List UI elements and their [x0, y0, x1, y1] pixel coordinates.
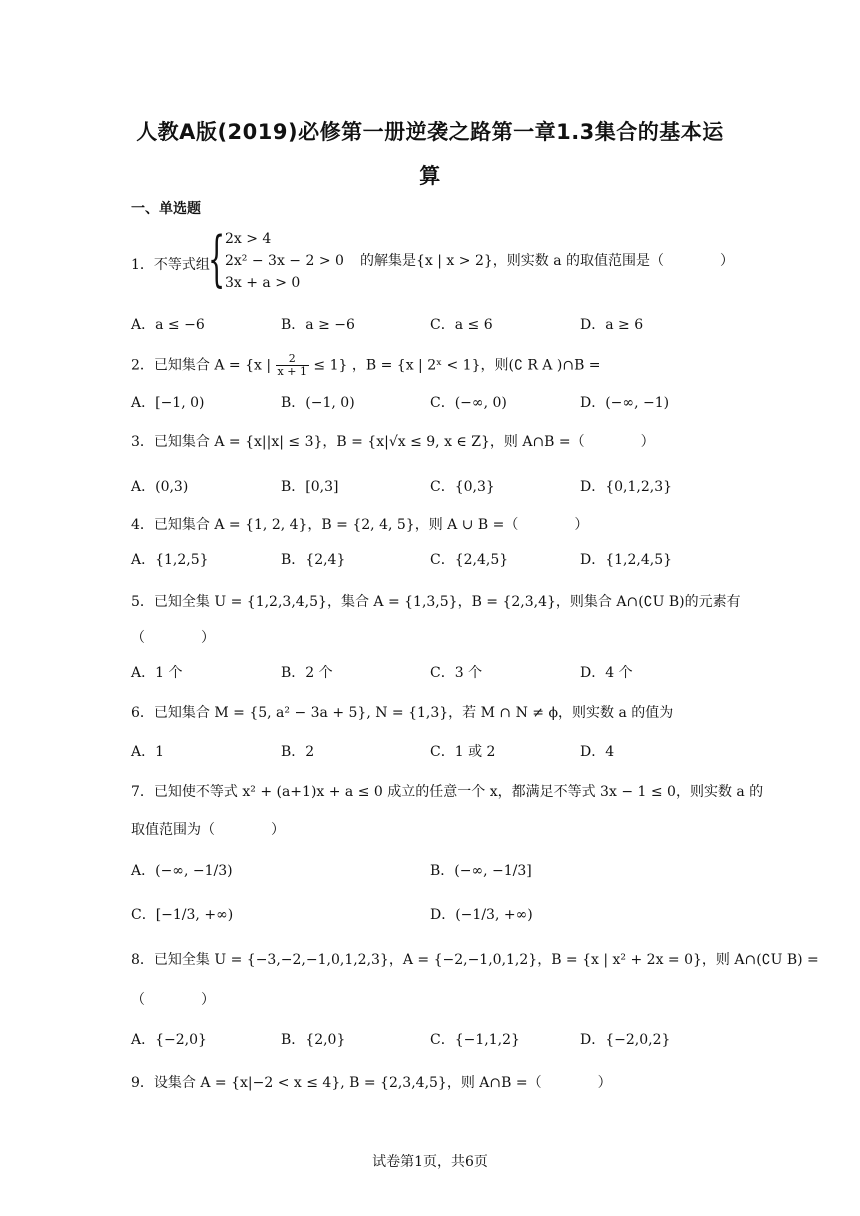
question-6-text: 6．已知集合 M = {5, a² − 3a + 5}, N = {1,3}，若 M ∩ N ≠ ϕ，则实数 a 的值为 [131, 705, 674, 721]
question-8-text-cont: （ ） [131, 992, 215, 1008]
question-7-text: 7．已知使不等式 x² + (a+1)x + a ≤ 0 成立的任意一个 x，都满足不等式 3x − 1 ≤ 0，则实数 a 的 [131, 784, 764, 800]
question-1-text: 的解集是{x | x > 2}，则实数 a 的取值范围是（ ） [360, 253, 735, 269]
question-2-option-d[interactable]: D．(−∞, −1) [580, 395, 670, 411]
left-brace: { [208, 224, 226, 294]
question-1-option-c[interactable]: C．a ≤ 6 [430, 317, 493, 333]
question-5-option-d[interactable]: D．4 个 [580, 665, 633, 681]
system-row-2: 2x² − 3x − 2 > 0 [225, 253, 344, 269]
question-4-option-b[interactable]: B．{2,4} [281, 552, 346, 568]
question-7-option-d[interactable]: D．(−1/3, +∞) [430, 907, 533, 923]
question-3-option-b[interactable]: B．[0,3] [281, 479, 339, 495]
question-8-option-c[interactable]: C．{−1,1,2} [430, 1032, 520, 1048]
question-3-text: 3．已知集合 A = {x||x| ≤ 3}，B = {x|√x ≤ 9, x ∈ Z}，则 A∩B =（ ） [131, 434, 655, 450]
question-6-option-a[interactable]: A．1 [131, 744, 165, 760]
question-1-option-a[interactable]: A．a ≤ −6 [131, 317, 205, 333]
question-1-option-b[interactable]: B．a ≥ −6 [281, 317, 355, 333]
question-8-option-b[interactable]: B．{2,0} [281, 1032, 346, 1048]
question-2-set-a-end: ≤ 1} [313, 357, 348, 374]
question-2-option-a[interactable]: A．[−1, 0) [131, 395, 205, 411]
question-8-text: 8．已知全集 U = {−3,−2,−1,0,1,2,3}，A = {−2,−1,0,1,2}，B = {x | x² + 2x = 0}，则 A∩(∁U B) = [131, 952, 819, 968]
question-3-option-a[interactable]: A．(0,3) [131, 479, 189, 495]
question-8-option-d[interactable]: D．{−2,0,2} [580, 1032, 671, 1048]
fraction-denominator: x + 1 [277, 365, 307, 378]
question-4-option-d[interactable]: D．{1,2,4,5} [580, 552, 673, 568]
question-6-option-d[interactable]: D．4 [580, 744, 615, 760]
question-9-text: 9．设集合 A = {x|−2 < x ≤ 4}, B = {2,3,4,5}，则 A∩B =（ ） [131, 1075, 612, 1091]
question-5-text-cont: （ ） [131, 630, 215, 646]
question-7-text-cont: 取值范围为（ ） [131, 822, 285, 838]
question-5-text: 5．已知全集 U = {1,2,3,4,5}，集合 A = {1,3,5}，B = {2,3,4}，则集合 A∩(∁U B)的元素有 [131, 594, 741, 610]
question-3-option-c[interactable]: C．{0,3} [430, 479, 495, 495]
question-1-option-d[interactable]: D．a ≥ 6 [580, 317, 644, 333]
question-5-option-c[interactable]: C．3 个 [430, 665, 483, 681]
question-2-prefix: 2．已知集合 [131, 357, 210, 374]
question-1-number: 1．不等式组 [131, 257, 210, 273]
question-2-option-c[interactable]: C．(−∞, 0) [430, 395, 507, 411]
question-4-option-c[interactable]: C．{2,4,5} [430, 552, 509, 568]
question-2-text [131, 353, 601, 378]
question-6-option-b[interactable]: B．2 [281, 744, 315, 760]
fraction [276, 353, 309, 378]
question-7-option-b[interactable]: B．(−∞, −1/3] [430, 863, 532, 879]
question-4-text: 4．已知集合 A = {1, 2, 4}，B = {2, 4, 5}，则 A ∪ B =（ ） [131, 517, 589, 533]
question-2-rest: ，B = {x | 2ˣ < 1}，则(∁ R A )∩B = [351, 357, 601, 374]
question-7-option-a[interactable]: A．(−∞, −1/3) [131, 863, 233, 879]
system-row-3: 3x + a > 0 [225, 275, 301, 291]
page-title-continuation: 算 [419, 164, 441, 188]
question-3-option-d[interactable]: D．{0,1,2,3} [580, 479, 673, 495]
fraction-numerator: 2 [276, 353, 309, 366]
page-title: 人教A版(2019)必修第一册逆袭之路第一章1.3集合的基本运 [136, 120, 724, 144]
page-footer: 试卷第1页，共6页 [372, 1154, 488, 1170]
question-5-option-a[interactable]: A．1 个 [131, 665, 183, 681]
question-7-option-c[interactable]: C．[−1/3, +∞) [131, 907, 234, 923]
section-heading: 一、单选题 [131, 201, 201, 217]
question-4-option-a[interactable]: A．{1,2,5} [131, 552, 209, 568]
question-5-option-b[interactable]: B．2 个 [281, 665, 333, 681]
system-row-1: 2x > 4 [225, 231, 272, 247]
question-2-option-b[interactable]: B．(−1, 0) [281, 395, 355, 411]
question-8-option-a[interactable]: A．{−2,0} [131, 1032, 207, 1048]
question-2-set-a-start: A = {x | [214, 357, 276, 374]
question-6-option-c[interactable]: C．1 或 2 [430, 744, 496, 760]
